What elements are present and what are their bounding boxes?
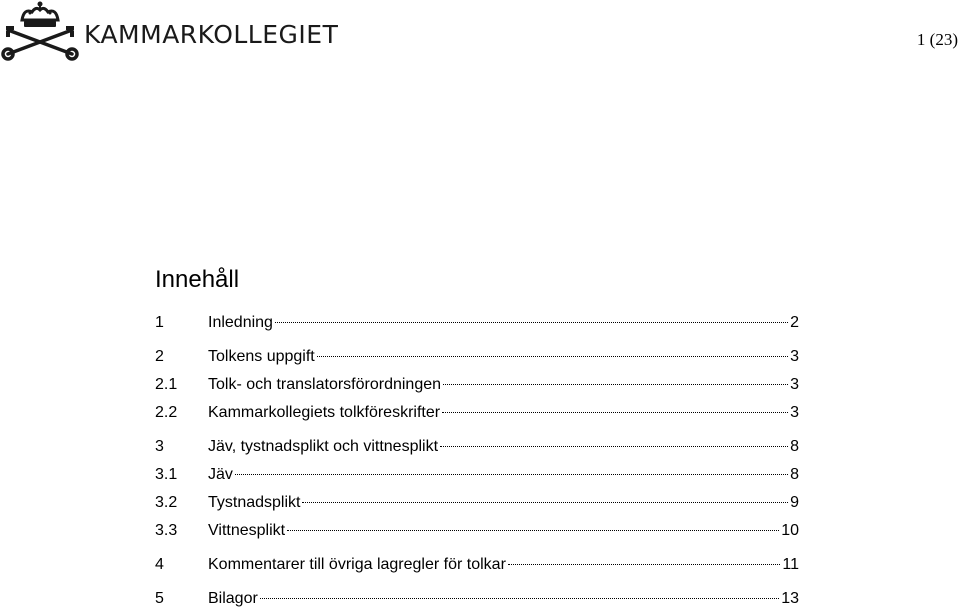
- toc-entry-number: 2.2: [155, 404, 178, 421]
- toc-entry-label: Kommentarer till övriga lagregler för tolkar: [208, 556, 506, 573]
- dot-leader: [440, 446, 788, 447]
- toc-entry-page: 3: [790, 376, 799, 393]
- toc-entry-label: Tolkens uppgift: [208, 348, 315, 365]
- toc-entry-page: 2: [790, 314, 799, 331]
- dot-leader: [235, 474, 788, 475]
- toc-entry-label: Inledning: [208, 314, 273, 331]
- toc-entry[interactable]: [155, 554, 799, 576]
- toc-entry[interactable]: [155, 346, 799, 368]
- toc-entry-number: 1: [155, 314, 164, 331]
- logo-wordmark: KAMMARKOLLEGIET: [84, 20, 339, 49]
- toc-entry[interactable]: [155, 464, 799, 486]
- toc-entry-page: 11: [782, 556, 799, 573]
- dot-leader: [443, 384, 788, 385]
- toc-entry-label: Kammarkollegiets tolkföreskrifter: [208, 404, 441, 421]
- kammarkollegiet-logo: [0, 0, 339, 62]
- dot-leader: [508, 564, 781, 565]
- toc-entry[interactable]: [155, 402, 799, 424]
- toc-entry-page: 3: [790, 348, 799, 365]
- crown-keys-emblem-icon: [0, 0, 80, 62]
- table-of-contents: [155, 312, 799, 610]
- toc-entry[interactable]: [155, 312, 799, 334]
- toc-entry-number: 3: [155, 438, 164, 455]
- dot-leader: [275, 322, 788, 323]
- toc-entry-page: 9: [790, 494, 799, 511]
- dot-leader: [317, 356, 788, 357]
- toc-entry[interactable]: [155, 436, 799, 458]
- toc-entry-page: 8: [790, 466, 799, 483]
- toc-entry-label: Bilagor: [208, 590, 258, 607]
- toc-entry-label: Jäv, tystnadsplikt och vittnesplikt: [208, 438, 439, 455]
- dot-leader: [260, 598, 779, 599]
- toc-entry-page: 10: [781, 522, 799, 539]
- toc-entry-number: 2: [155, 348, 164, 365]
- toc-entry-number: 3.2: [155, 494, 178, 511]
- toc-entry-number: 3.1: [155, 466, 178, 483]
- toc-entry[interactable]: [155, 520, 799, 542]
- toc-entry-page: 8: [790, 438, 799, 455]
- toc-entry-label: Vittnesplikt: [208, 522, 286, 539]
- page-number: 1 (23): [916, 30, 958, 49]
- toc-entry-number: 5: [155, 590, 164, 607]
- toc-entry-label: Jäv: [208, 466, 233, 483]
- dot-leader: [287, 530, 779, 531]
- toc-entry-page: 13: [781, 590, 799, 607]
- toc-entry-number: 3.3: [155, 522, 178, 539]
- toc-heading: Innehåll: [155, 266, 240, 293]
- toc-entry-label: Tolk- och translatorsförordningen: [208, 376, 442, 393]
- dot-leader: [302, 502, 788, 503]
- toc-entry-number: 2.1: [155, 376, 178, 393]
- dot-leader: [442, 412, 788, 413]
- toc-entry-number: 4: [155, 556, 164, 573]
- toc-entry-label: Tystnadsplikt: [208, 494, 301, 511]
- toc-entry-page: 3: [790, 404, 799, 421]
- toc-entry[interactable]: [155, 374, 799, 396]
- toc-entry[interactable]: [155, 492, 799, 514]
